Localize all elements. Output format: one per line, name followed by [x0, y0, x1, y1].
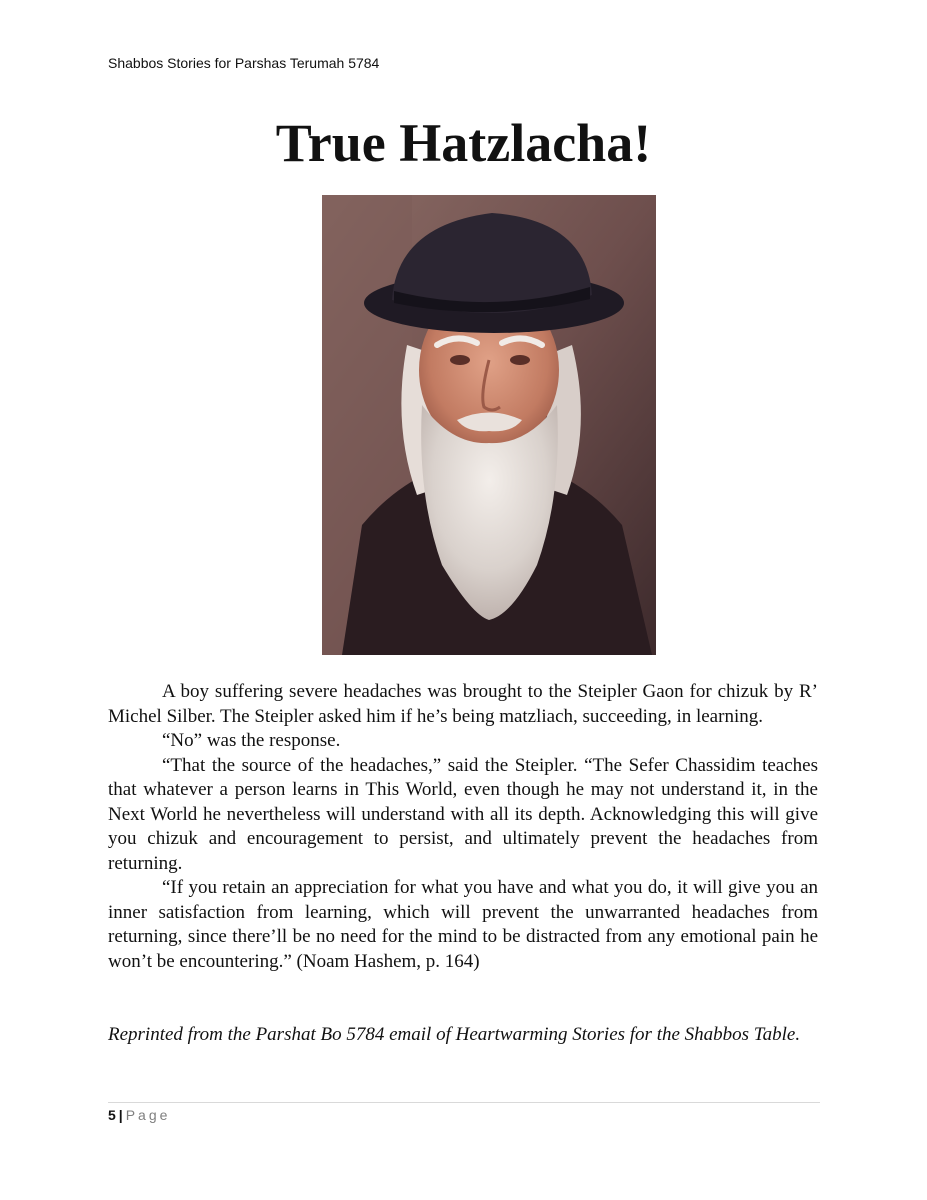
- article-body: [108, 680, 818, 974]
- paragraph-2: “No” was the response.: [162, 730, 341, 751]
- portrait-photo: [322, 195, 656, 655]
- paragraph-1: A boy suffering severe headaches was brought to the Steipler Gaon for chizuk by R’ Michel Silber. The Steipler asked him if he’s being matzliach, succeeding, in learning.: [108, 681, 818, 727]
- paragraph-4: “If you retain an appreciation for what you have and what you do, it will give you an inner satisfaction from learning, which will prevent the unwarranted headaches from returning, since there’ll be no need for the mind to be distracted from any emotional pain he won’t be encountering.” (Noam Hashem, p. 164): [108, 877, 818, 972]
- footer-separator: |: [118, 1107, 123, 1123]
- footer-divider: [108, 1102, 820, 1103]
- running-header: Shabbos Stories for Parshas Terumah 5784: [108, 55, 380, 71]
- page-label: Page: [125, 1107, 171, 1123]
- reprint-note: Reprinted from the Parshat Bo 5784 email of Heartwarming Stories for the Shabbos Table.: [108, 1024, 801, 1045]
- paragraph-3: “That the source of the headaches,” said the Steipler. “The Sefer Chassidim teaches that whatever a person learns in This World, even though he may not understand it, in the Next World he nevertheless will understand with all its depth. Acknowledging this will give you chizuk and encouragement to persist, and ultimately prevent the headaches from returning.: [108, 754, 818, 874]
- article-title: True Hatzlacha!: [275, 113, 652, 173]
- page-footer: [108, 1107, 170, 1123]
- page-number: 5: [108, 1107, 116, 1123]
